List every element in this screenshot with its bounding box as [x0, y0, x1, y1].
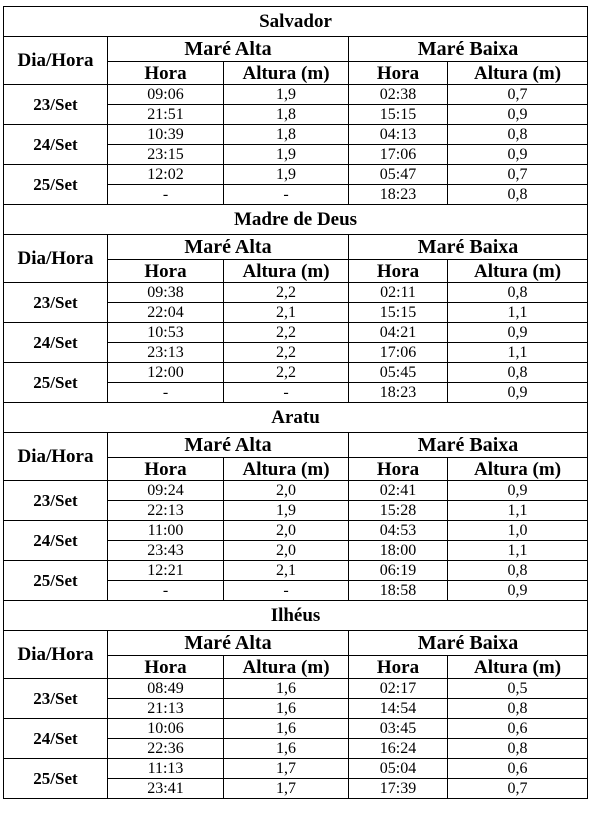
table-row: [4, 481, 588, 501]
high-tide-time-header: Hora: [108, 62, 224, 85]
location-title-row: [4, 7, 588, 37]
high-tide-time-cell: 12:21: [108, 561, 224, 581]
low-tide-header: Maré Baixa: [349, 235, 588, 260]
high-tide-time-cell: 23:43: [108, 541, 224, 561]
day-label: 23/Set: [4, 85, 108, 125]
day-hour-header: Dia/Hora: [4, 631, 108, 679]
high-tide-height-cell: 1,9: [224, 501, 349, 521]
high-tide-height-cell: -: [224, 185, 349, 205]
day-label: 25/Set: [4, 363, 108, 403]
high-tide-height-cell: 1,6: [224, 739, 349, 759]
day-label: 23/Set: [4, 679, 108, 719]
high-tide-time-header: Hora: [108, 260, 224, 283]
high-tide-time-cell: 11:00: [108, 521, 224, 541]
low-tide-height-cell: 0,7: [448, 165, 588, 185]
table-row: [4, 283, 588, 303]
table-row: [4, 363, 588, 383]
low-tide-time-cell: 18:58: [349, 581, 448, 601]
high-tide-time-cell: 23:41: [108, 779, 224, 799]
day-label: 25/Set: [4, 759, 108, 799]
low-tide-height-cell: 0,9: [448, 145, 588, 165]
high-tide-time-cell: 09:06: [108, 85, 224, 105]
low-tide-time-cell: 18:00: [349, 541, 448, 561]
low-tide-time-cell: 05:45: [349, 363, 448, 383]
low-tide-height-cell: 0,9: [448, 323, 588, 343]
low-tide-time-cell: 04:21: [349, 323, 448, 343]
low-tide-time-cell: 04:53: [349, 521, 448, 541]
high-tide-header: Maré Alta: [108, 631, 349, 656]
low-tide-time-cell: 02:41: [349, 481, 448, 501]
low-tide-header: Maré Baixa: [349, 37, 588, 62]
location-title-row: [4, 205, 588, 235]
low-tide-time-cell: 02:38: [349, 85, 448, 105]
table-header-row: [4, 631, 588, 656]
day-label: 24/Set: [4, 521, 108, 561]
high-tide-height-cell: 1,9: [224, 85, 349, 105]
low-tide-height-header: Altura (m): [448, 62, 588, 85]
high-tide-height-cell: 1,7: [224, 759, 349, 779]
low-tide-height-cell: 0,7: [448, 85, 588, 105]
day-label: 24/Set: [4, 719, 108, 759]
low-tide-time-header: Hora: [349, 656, 448, 679]
low-tide-height-cell: 1,1: [448, 343, 588, 363]
high-tide-height-cell: 2,2: [224, 343, 349, 363]
table-header-row: [4, 235, 588, 260]
low-tide-height-cell: 0,8: [448, 739, 588, 759]
high-tide-time-header: Hora: [108, 656, 224, 679]
low-tide-height-cell: 0,8: [448, 185, 588, 205]
high-tide-header: Maré Alta: [108, 433, 349, 458]
high-tide-time-header: Hora: [108, 458, 224, 481]
low-tide-height-cell: 0,7: [448, 779, 588, 799]
table-row: [4, 719, 588, 739]
high-tide-height-header: Altura (m): [224, 260, 349, 283]
high-tide-time-cell: 09:24: [108, 481, 224, 501]
location-title-row: [4, 403, 588, 433]
low-tide-height-header: Altura (m): [448, 656, 588, 679]
low-tide-time-cell: 03:45: [349, 719, 448, 739]
low-tide-time-header: Hora: [349, 260, 448, 283]
low-tide-time-cell: 02:17: [349, 679, 448, 699]
day-hour-header: Dia/Hora: [4, 433, 108, 481]
low-tide-time-cell: 14:54: [349, 699, 448, 719]
low-tide-height-cell: 0,8: [448, 699, 588, 719]
tide-table: [3, 6, 588, 799]
low-tide-height-cell: 1,1: [448, 541, 588, 561]
high-tide-height-cell: 2,2: [224, 323, 349, 343]
low-tide-height-cell: 0,9: [448, 105, 588, 125]
high-tide-time-cell: -: [108, 185, 224, 205]
table-row: [4, 85, 588, 105]
high-tide-height-cell: 1,6: [224, 699, 349, 719]
location-title-row: [4, 601, 588, 631]
low-tide-time-cell: 15:28: [349, 501, 448, 521]
high-tide-height-cell: 2,2: [224, 363, 349, 383]
low-tide-height-header: Altura (m): [448, 458, 588, 481]
day-label: 23/Set: [4, 283, 108, 323]
low-tide-time-cell: 05:47: [349, 165, 448, 185]
low-tide-time-header: Hora: [349, 62, 448, 85]
day-label: 23/Set: [4, 481, 108, 521]
table-row: [4, 679, 588, 699]
high-tide-time-cell: 10:39: [108, 125, 224, 145]
high-tide-height-cell: 2,0: [224, 481, 349, 501]
high-tide-time-cell: -: [108, 383, 224, 403]
low-tide-height-cell: 1,0: [448, 521, 588, 541]
low-tide-height-cell: 0,8: [448, 561, 588, 581]
low-tide-height-cell: 0,9: [448, 481, 588, 501]
low-tide-height-cell: 0,9: [448, 383, 588, 403]
high-tide-height-cell: 1,6: [224, 719, 349, 739]
low-tide-time-cell: 15:15: [349, 105, 448, 125]
location-title: Aratu: [4, 403, 588, 433]
high-tide-time-cell: 21:51: [108, 105, 224, 125]
location-title: Madre de Deus: [4, 205, 588, 235]
low-tide-time-cell: 05:04: [349, 759, 448, 779]
low-tide-height-cell: 1,1: [448, 501, 588, 521]
tide-table-document: [3, 6, 587, 799]
high-tide-height-cell: -: [224, 581, 349, 601]
low-tide-time-cell: 15:15: [349, 303, 448, 323]
low-tide-height-cell: 0,8: [448, 363, 588, 383]
day-label: 24/Set: [4, 125, 108, 165]
table-row: [4, 125, 588, 145]
table-row: [4, 323, 588, 343]
high-tide-time-cell: 22:04: [108, 303, 224, 323]
day-label: 25/Set: [4, 165, 108, 205]
day-label: 25/Set: [4, 561, 108, 601]
high-tide-time-cell: 22:36: [108, 739, 224, 759]
high-tide-time-cell: 23:13: [108, 343, 224, 363]
day-label: 24/Set: [4, 323, 108, 363]
location-title: Ilhéus: [4, 601, 588, 631]
low-tide-height-cell: 0,5: [448, 679, 588, 699]
high-tide-height-cell: 2,1: [224, 561, 349, 581]
location-title: Salvador: [4, 7, 588, 37]
low-tide-time-cell: 17:06: [349, 343, 448, 363]
table-row: [4, 521, 588, 541]
high-tide-height-cell: 2,2: [224, 283, 349, 303]
high-tide-header: Maré Alta: [108, 235, 349, 260]
high-tide-height-cell: 1,7: [224, 779, 349, 799]
table-header-row: [4, 433, 588, 458]
table-row: [4, 561, 588, 581]
day-hour-header: Dia/Hora: [4, 37, 108, 85]
high-tide-time-cell: 21:13: [108, 699, 224, 719]
high-tide-time-cell: 11:13: [108, 759, 224, 779]
high-tide-time-cell: 23:15: [108, 145, 224, 165]
low-tide-time-cell: 16:24: [349, 739, 448, 759]
table-header-row: [4, 37, 588, 62]
high-tide-height-header: Altura (m): [224, 458, 349, 481]
low-tide-height-cell: 0,6: [448, 719, 588, 739]
low-tide-height-cell: 0,8: [448, 125, 588, 145]
high-tide-header: Maré Alta: [108, 37, 349, 62]
low-tide-time-cell: 02:11: [349, 283, 448, 303]
high-tide-height-cell: 1,8: [224, 105, 349, 125]
high-tide-height-cell: 1,9: [224, 165, 349, 185]
high-tide-time-cell: 08:49: [108, 679, 224, 699]
low-tide-height-cell: 0,8: [448, 283, 588, 303]
high-tide-time-cell: 09:38: [108, 283, 224, 303]
low-tide-height-cell: 0,6: [448, 759, 588, 779]
high-tide-height-header: Altura (m): [224, 62, 349, 85]
low-tide-time-cell: 17:06: [349, 145, 448, 165]
table-row: [4, 759, 588, 779]
low-tide-time-cell: 18:23: [349, 185, 448, 205]
high-tide-time-cell: 12:02: [108, 165, 224, 185]
table-row: [4, 165, 588, 185]
low-tide-time-cell: 06:19: [349, 561, 448, 581]
low-tide-height-cell: 1,1: [448, 303, 588, 323]
low-tide-time-cell: 04:13: [349, 125, 448, 145]
low-tide-height-cell: 0,9: [448, 581, 588, 601]
low-tide-header: Maré Baixa: [349, 433, 588, 458]
low-tide-height-header: Altura (m): [448, 260, 588, 283]
high-tide-time-cell: 12:00: [108, 363, 224, 383]
high-tide-height-cell: 2,0: [224, 541, 349, 561]
low-tide-time-cell: 18:23: [349, 383, 448, 403]
high-tide-height-cell: 2,1: [224, 303, 349, 323]
high-tide-height-cell: -: [224, 383, 349, 403]
day-hour-header: Dia/Hora: [4, 235, 108, 283]
high-tide-height-cell: 2,0: [224, 521, 349, 541]
high-tide-time-cell: 10:06: [108, 719, 224, 739]
low-tide-header: Maré Baixa: [349, 631, 588, 656]
high-tide-height-cell: 1,8: [224, 125, 349, 145]
high-tide-time-cell: 22:13: [108, 501, 224, 521]
high-tide-height-cell: 1,9: [224, 145, 349, 165]
high-tide-height-header: Altura (m): [224, 656, 349, 679]
low-tide-time-header: Hora: [349, 458, 448, 481]
high-tide-time-cell: 10:53: [108, 323, 224, 343]
high-tide-height-cell: 1,6: [224, 679, 349, 699]
low-tide-time-cell: 17:39: [349, 779, 448, 799]
high-tide-time-cell: -: [108, 581, 224, 601]
